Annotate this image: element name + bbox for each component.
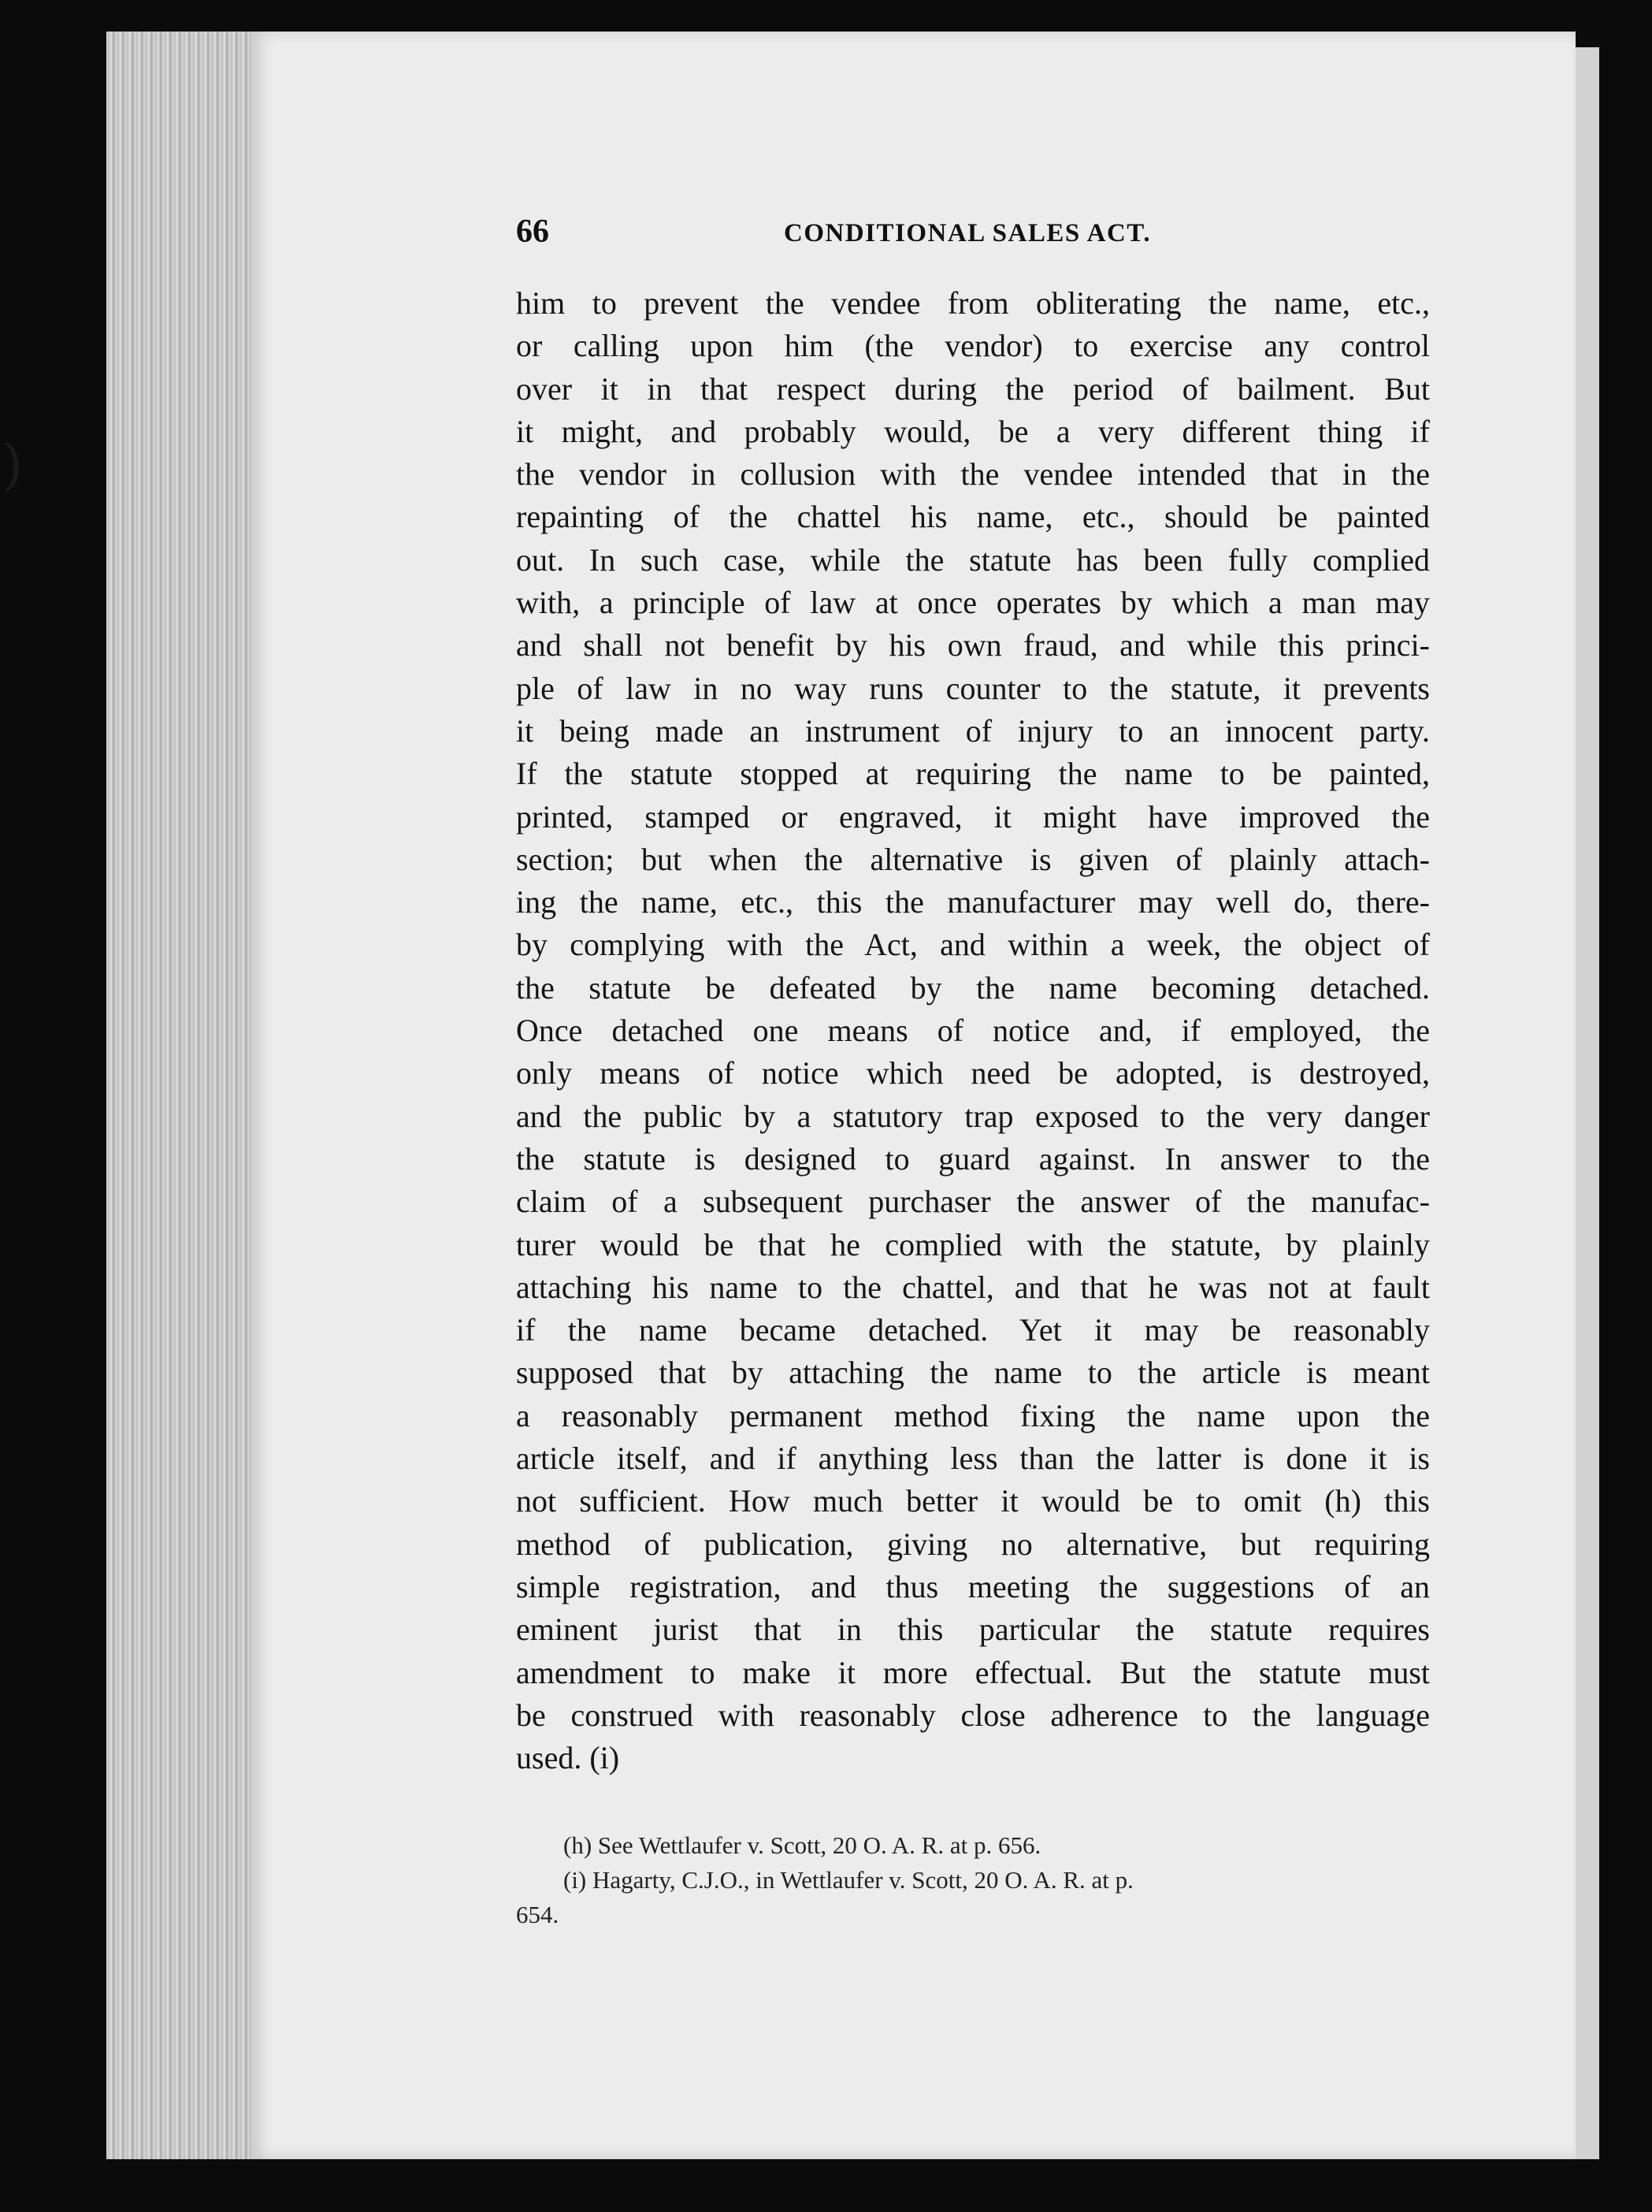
- book-gutter: [106, 32, 264, 2159]
- scan-border: [1599, 0, 1652, 2212]
- body-line: not sufficient. How much better it would be to omit (h) this: [516, 1483, 1430, 1519]
- body-line: repainting of the chattel his name, etc., should be painted: [516, 499, 1430, 535]
- body-line: Once detached one means of notice and, if employed, the: [516, 1013, 1430, 1049]
- body-line: article itself, and if anything less than the latter is done it is: [516, 1441, 1430, 1477]
- body-text: [516, 282, 1430, 1779]
- body-line: used. (i): [516, 1740, 620, 1776]
- body-line: or calling upon him (the vendor) to exercise any control: [516, 328, 1430, 364]
- body-line: ple of law in no way runs counter to the statute, it prevents: [516, 670, 1430, 706]
- body-line: over it in that respect during the period of bailment. But: [516, 370, 1430, 407]
- body-line: the statute is designed to guard against. In answer to the: [516, 1140, 1430, 1177]
- body-line: be construed with reasonably close adherence to the language: [516, 1697, 1430, 1733]
- body-line: if the name became detached. Yet it may be reasonably: [516, 1312, 1430, 1348]
- body-line: it being made an instrument of injury to an innocent party.: [516, 712, 1430, 749]
- body-line: it might, and probably would, be a very different thing if: [516, 413, 1430, 449]
- body-line: simple registration, and thus meeting the suggestions of an: [516, 1568, 1430, 1604]
- body-line: If the statute stopped at requiring the name to be painted,: [516, 756, 1430, 792]
- body-line: method of publication, giving no alternative, but requiring: [516, 1526, 1430, 1562]
- body-line: out. In such case, while the statute has been fully complied: [516, 541, 1430, 578]
- body-line: section; but when the alternative is given of plainly attach-: [516, 841, 1430, 877]
- body-line: eminent jurist that in this particular the statute requires: [516, 1612, 1430, 1648]
- body-line: attaching his name to the chattel, and that he was not at fault: [516, 1269, 1430, 1305]
- body-line: him to prevent the vendee from obliterating the name, etc.,: [516, 285, 1430, 321]
- body-line: only means of notice which need be adopted, is destroyed,: [516, 1055, 1430, 1091]
- body-line: turer would be that he complied with the statute, by plainly: [516, 1226, 1430, 1262]
- footnote-h: (h) See Wettlaufer v. Scott, 20 O. A. R. at p. 656.: [563, 1831, 1041, 1859]
- footnotes: [516, 1828, 1430, 1932]
- footnote-i-continuation: 654.: [516, 1901, 559, 1928]
- body-line: ing the name, etc., this the manufacturer may well do, there-: [516, 884, 1430, 920]
- footnote-i: (i) Hagarty, C.J.O., in Wettlaufer v. Scott, 20 O. A. R. at p.: [563, 1866, 1134, 1894]
- body-line: and shall not benefit by his own fraud, and while this princi-: [516, 627, 1430, 664]
- body-line: the statute be defeated by the name becoming detached.: [516, 969, 1430, 1006]
- body-line: supposed that by attaching the name to the article is meant: [516, 1355, 1430, 1391]
- body-line: and the public by a statutory trap exposed to the very danger: [516, 1098, 1430, 1134]
- margin-bracket-mark: ): [2, 433, 24, 497]
- page-number: 66: [516, 214, 549, 250]
- body-line: claim of a subsequent purchaser the answer of the manufac-: [516, 1184, 1430, 1220]
- body-line: a reasonably permanent method fixing the name upon the: [516, 1397, 1430, 1433]
- body-line: amendment to make it more effectual. But the statute must: [516, 1654, 1430, 1690]
- running-head: [516, 213, 1430, 268]
- body-line: with, a principle of law at once operates by which a man may: [516, 585, 1430, 621]
- body-line: the vendor in collusion with the vendee intended that in the: [516, 456, 1430, 493]
- running-title: CONDITIONAL SALES ACT.: [784, 219, 1152, 247]
- body-line: printed, stamped or engraved, it might have improved the: [516, 798, 1430, 835]
- facing-page-edge: [1576, 47, 1599, 2159]
- body-line: by complying with the Act, and within a week, the object of: [516, 927, 1430, 963]
